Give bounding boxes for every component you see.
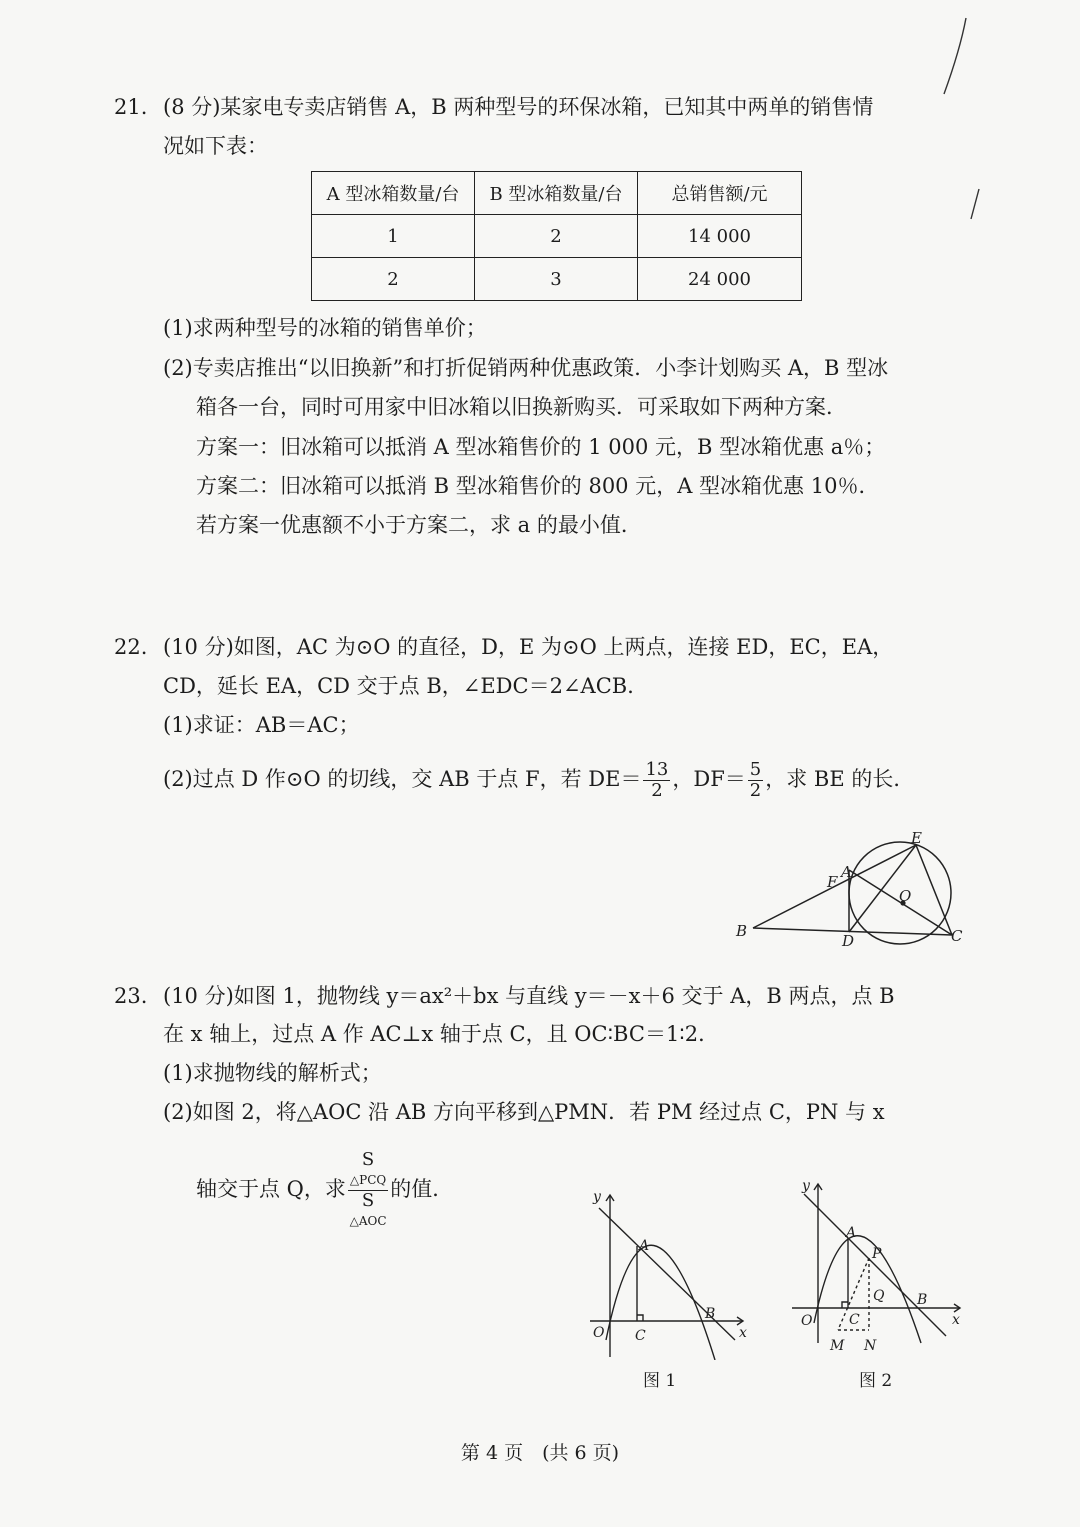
label-c: C — [635, 1328, 646, 1344]
figure-2-caption: 图 2 — [859, 1371, 893, 1391]
segment-ec — [916, 845, 952, 935]
label-c: C — [951, 927, 963, 945]
label-a: A — [639, 1238, 650, 1254]
q22-line2: CD，延长 EA，CD 交于点 B，∠EDC＝2∠ACB． — [163, 674, 649, 698]
label-x: x — [952, 1312, 960, 1328]
q23-number: 23. — [114, 984, 148, 1008]
label-y: y — [593, 1189, 601, 1205]
q23-figure-1 — [585, 1185, 755, 1360]
q21-part2-line1: (2)专卖店推出“以旧换新”和打折促销两种优惠政策．小李计划购买 A，B 型冰 — [163, 356, 889, 380]
q21-plan1: 方案一：旧冰箱可以抵消 A 型冰箱售价的 1 000 元，B 型冰箱优惠 a％； — [196, 435, 886, 459]
fraction-denominator: 2 — [749, 780, 762, 801]
label-o: O — [899, 887, 912, 905]
label-f: F — [827, 873, 838, 891]
q22-circle-figure — [725, 830, 975, 955]
q22-part1: (1)求证：AB＝AC； — [163, 713, 360, 737]
table-header-cell: B 型冰箱数量/台 — [475, 172, 638, 215]
line-ab — [804, 1194, 946, 1336]
q21-number: 21. — [114, 95, 148, 119]
label-o: O — [593, 1325, 605, 1341]
pen-mark-top — [930, 10, 980, 100]
q23-part2-post: 的值． — [390, 1177, 454, 1201]
label-b: B — [736, 922, 748, 940]
figure-1-caption: 图 1 — [643, 1371, 677, 1391]
fraction-de — [643, 760, 670, 801]
q21-part2-line2: 箱各一台，同时可用家中旧冰箱以旧换新购买．可采取如下两种方案． — [196, 395, 847, 419]
q21-intro-cont: 况如下表： — [163, 134, 268, 158]
label-o: O — [801, 1313, 813, 1329]
area-symbol: S — [361, 1149, 375, 1170]
table-cell: 24 000 — [638, 258, 802, 301]
parabola — [814, 1236, 921, 1343]
q23-line2: 在 x 轴上，过点 A 作 AC⊥x 轴于点 C，且 OC∶BC＝1∶2． — [163, 1022, 720, 1046]
pen-mark-side — [965, 185, 985, 225]
triangle-pcq: △PCQ — [349, 1173, 387, 1187]
parabola — [606, 1245, 715, 1360]
table-cell: 3 — [475, 258, 638, 301]
triangle-aoc: △AOC — [349, 1214, 387, 1228]
label-y: y — [802, 1178, 810, 1194]
q22-part2-mid: ，DF＝ — [672, 767, 746, 791]
q22-part2 — [163, 760, 914, 801]
q21-intro: (8 分)某家电专卖店销售 A，B 两种型号的环保冰箱，已知其中两单的销售情 — [163, 95, 874, 119]
label-m: M — [830, 1338, 845, 1354]
table-row — [312, 215, 802, 258]
label-x: x — [739, 1325, 747, 1341]
q23-figure-2 — [790, 1178, 970, 1358]
table-row — [312, 258, 802, 301]
q23-part2-pre: 轴交于点 Q，求 — [196, 1177, 346, 1201]
sales-table — [311, 171, 802, 301]
fraction-numerator — [348, 1150, 388, 1191]
table-header-cell: 总销售额/元 — [638, 172, 802, 215]
table-header-row — [312, 172, 802, 215]
table-header-cell: A 型冰箱数量/台 — [312, 172, 475, 215]
table-cell: 2 — [312, 258, 475, 301]
right-angle-mark — [637, 1315, 643, 1321]
page-footer: 第 4 页 (共 6 页) — [460, 1442, 620, 1464]
fraction-denominator — [348, 1191, 388, 1231]
fraction-area-ratio — [348, 1150, 388, 1231]
area-symbol: S — [361, 1190, 375, 1211]
right-angle-mark — [842, 1302, 848, 1308]
q23-part2-line1: (2)如图 2，将△AOC 沿 AB 方向平移到△PMN．若 PM 经过点 C，PN 与 x — [163, 1100, 885, 1124]
fraction-numerator: 5 — [749, 759, 762, 780]
q21-plan2: 方案二：旧冰箱可以抵消 B 型冰箱售价的 800 元，A 型冰箱优惠 10％． — [196, 474, 880, 498]
q23-part1: (1)求抛物线的解析式； — [163, 1061, 382, 1085]
q22-number: 22. — [114, 635, 148, 659]
label-p: P — [872, 1246, 882, 1262]
q21-part1: (1)求两种型号的冰箱的销售单价； — [163, 316, 487, 340]
q21-part2-question: 若方案一优惠额不小于方案二，求 a 的最小值． — [196, 513, 642, 537]
table-cell: 2 — [475, 215, 638, 258]
fraction-df — [748, 760, 763, 801]
q22-line1: (10 分)如图，AC 为⊙O 的直径，D，E 为⊙O 上两点，连接 ED，EC，EA， — [163, 635, 894, 659]
label-a: A — [841, 863, 852, 881]
table-cell: 14 000 — [638, 215, 802, 258]
q22-part2-post: ，求 BE 的长． — [765, 767, 915, 791]
label-q: Q — [873, 1288, 885, 1304]
fraction-numerator: 13 — [645, 759, 669, 780]
label-e: E — [911, 830, 922, 847]
fraction-denominator: 2 — [651, 780, 663, 801]
q23-line1: (10 分)如图 1，抛物线 y＝ax²＋bx 与直线 y＝－x＋6 交于 A，B 两点，点 B — [163, 984, 895, 1008]
table-cell: 1 — [312, 215, 475, 258]
label-b: B — [705, 1306, 716, 1322]
label-c: C — [849, 1312, 860, 1328]
label-d: D — [842, 932, 855, 950]
label-a: A — [846, 1225, 857, 1241]
label-b: B — [917, 1292, 928, 1308]
q23-part2-line2 — [196, 1150, 453, 1231]
label-n: N — [864, 1338, 877, 1354]
q22-part2-pre: (2)过点 D 作⊙O 的切线，交 AB 于点 F，若 DE＝ — [163, 767, 642, 791]
